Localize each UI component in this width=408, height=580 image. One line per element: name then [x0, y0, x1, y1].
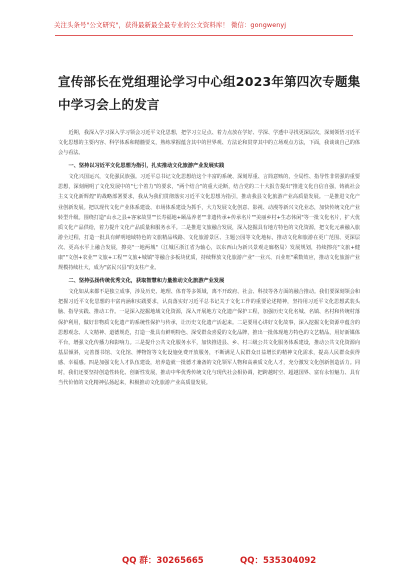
promo-banner: 关注头条号"公文研究"，获得最新最全最专业的公文资料库！ 微信：gongwenyj [54, 21, 287, 29]
section-2-heading: 二、坚持弘扬传统优秀文化，获取智慧和力量推动文化旅游产业发展 [68, 278, 225, 285]
document-body [58, 128, 360, 388]
qq-number-text: QQ：535304092 [240, 556, 317, 566]
footer-contact [0, 556, 408, 568]
intro-paragraph: 近期，我深入学习深入学习领会习近平文化思想，把学习立足点、着力点放在学好、学深、学透中寻找更深层次，深刻领悟习近平文化思想的主要内容、科学体系和精髓要义，熟练掌握蕴含其中的世界观、方法论和贯穿其中的立场观点方法，下面，我谈谈自己的体会与看法。 [58, 130, 360, 157]
section-2-paragraph: 文化如从来都不是独立成事，涉及历史、地理、体育等多领域，离不开政府、社会、科技等各方面的融合推动。我们要深刻领会和把握习近平文化思想的丰富内涵和实践要求，认真落实好习近平总书记关于文化工作的重要论述精神，坚持用习近平文化思想武装头脑、指导实践、推动工作。一是深入挖掘地域文化资源，深入开展地方文化遗产保护工程，加强历史文化名城、名镇、名村和传统村落保护利用，做好非物质文化遗产的系统性保护与传承，让历史文化遗产活起来。二是要用心讲好文化故事，深入挖掘文化资源中蕴含的思想观念、人文精神、道德规范，打造一批具有鲜明特色、深受群众喜爱的文化品牌，推出一批体现地方特色的文艺精品，用好新媒体平台，增强文化传播力和影响力。三是提升公共文化服务水平，加快推进县、乡、村三级公共文化服务体系建设，推动公共文化资源向基层倾斜，完善图书馆、文化馆、博物馆等文化设施免费开放服务，不断满足人民群众日益增长的精神文化需求，提高人民群众获得感、幸福感。四是加强文化人才队伍建设，培养造就一批德才兼备的文化领军人物和高素质文化人才，充分激发文化创新创造活力。同时，我们还要坚持创造性转化、创新性发展，推动中华优秀传统文化与现代社会相协调，把跨越时空、超越国界、富有永恒魅力、具有当代价值的文化精神弘扬起来，积极推动文化旅游产业高质量发展。 [58, 289, 360, 387]
qq-group-text: QQ 群：30265665 [122, 556, 204, 566]
banner-divider [55, 35, 353, 36]
document-title: 宣传部长在党组理论学习中心组2023年第四次专题集中学习会上的发言 [58, 74, 361, 112]
section-1-paragraph: 文化兴国运兴，文化强民族强。习近平总书记文化思想给这个丰富的系统、深刻厚重、言简意赅的，全局性、指导性非常强的重要思想，深刻阐明了文化发展中的"七个着力"的要求，"两个结合"的重大论断，结合党的二十大报告提出"推进文化自信自强，铸就社会主义文化新辉煌"的战略部署要求，我从为我们贯彻落实习近平文化思想为指引，推动我县文化旅游产业高质量发展。一是推进文化产业创新发展。把以现代文化产业体系建设、市场体系建设为抓手，大力发展文化创意、影视、动漫等新兴文化业态，加快传统文化产业转型升级。围绕打造"山水之县+客家故里""长寿福地+颐品养老""非遗传承+传承名片""美丽乡村+生态休闲"等一批文化名片，扩大优质文化产品供给，着力提升文化产品质量和服务水平。二是推进文旅融合发展，深入挖掘具有地方特色的文化资源，把文化元素融入旅游全过程，打造一批具有鲜明地域特色的文旅精品线路、文化旅游景区、主题公园等文化地标，推动文化和旅游在更广范围、更深层次、更高水平上融合发展，擦亮"一地两城"（江城区浙江省为轴心，以东西山为新兴景观走廊格局）发展规划，持续擦亮"文旅+健康""文创+农业""文旅+工程""文旅+城镇"等融合多板块优质，持续释放文化旅游产业"一业兴、百业旺"乘数效应，推动文化旅游产业规模持续壮大，成为"富民兴县"的支柱产业。 [58, 174, 360, 272]
section-1-heading: 一、坚持以习近平文化思想为指引，扎实推动文化旅游产业发展实践 [68, 163, 225, 170]
